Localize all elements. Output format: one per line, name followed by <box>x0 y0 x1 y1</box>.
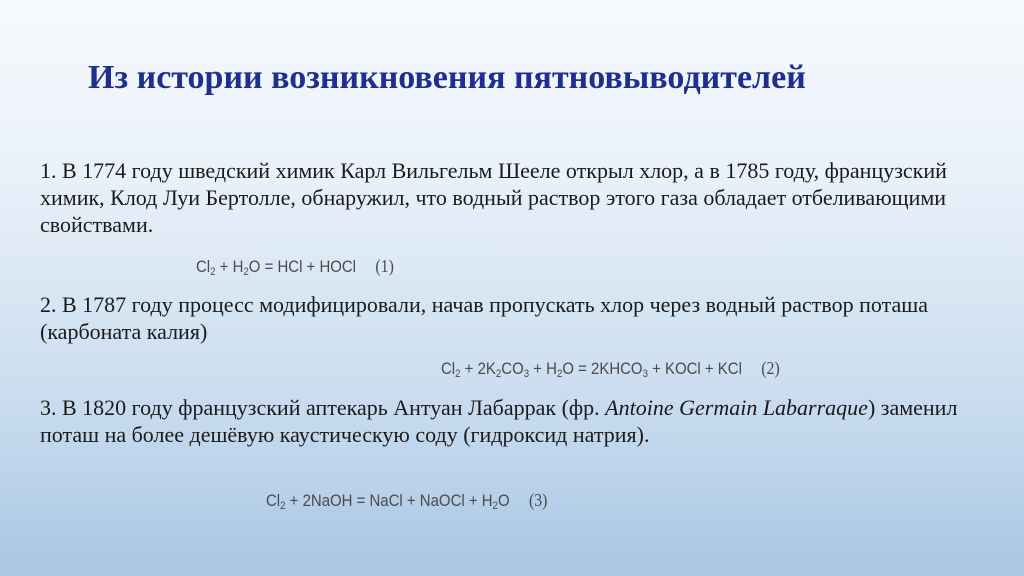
formula-3-h-sub: 2 <box>492 500 498 512</box>
formula-2-part-e: + KOCl + KCl <box>647 359 742 378</box>
formula-2-h-sub: 2 <box>556 368 563 380</box>
formula-2-number: (2) <box>761 358 780 378</box>
formula-3-cl-sub: 2 <box>280 500 286 512</box>
paragraph-3-italic-name: Antoine Germain Labarraque <box>605 395 868 420</box>
slide-title: Из истории возникновения пятновыводителей <box>88 59 806 96</box>
formula-1 <box>196 256 394 277</box>
formula-1-cl-sub: 2 <box>210 266 216 278</box>
formula-2 <box>441 358 780 379</box>
formula-2-k-sub: 2 <box>495 368 502 380</box>
formula-3 <box>266 490 547 511</box>
paragraph-2: 2. В 1787 году процесс модифицировали, начав пропускать хлор через водный раствор поташа (карбоната калия) <box>40 292 928 344</box>
formula-1-rest: O = HCl + HOCl <box>248 257 357 276</box>
formula-2-o3b-sub: 3 <box>642 368 648 380</box>
formula-1-cl: Cl <box>196 257 211 276</box>
formula-3-part-b: O <box>497 491 510 510</box>
formula-3-part-a: + 2NaOH = NaCl + NaOCl + H <box>285 491 493 510</box>
formula-2-part-b: CO <box>501 359 524 378</box>
formula-3-number: (3) <box>528 490 548 510</box>
formula-2-cl: Cl <box>441 359 456 378</box>
paragraph-3 <box>40 394 980 448</box>
formula-2-part-d: O = 2KHCO <box>562 359 643 378</box>
formula-2-part-c: + H <box>529 359 557 378</box>
formula-3-cl: Cl <box>266 491 281 510</box>
formula-2-part-a: + 2K <box>460 359 496 378</box>
formula-1-h-sub: 2 <box>243 266 249 278</box>
formula-2-o3-sub: 3 <box>523 368 530 380</box>
formula-2-cl-sub: 2 <box>455 368 461 380</box>
paragraph-3-pre: 3. В 1820 году французский аптекарь Антуан Лабаррак (фр. <box>40 395 606 420</box>
formula-1-number: (1) <box>375 256 394 276</box>
paragraph-1: 1. В 1774 году шведский химик Карл Вильгельм Шееле открыл хлор, а в 1785 году, французский химик, Клод Луи Бертолле, обнаружил, что водный раствор этого газа обладает отбеливающими свойствами. <box>40 158 947 237</box>
formula-1-mid: + H <box>215 257 244 276</box>
paragraph-3-post: ) заменил поташ на более дешёвую каустическую соду (гидроксид натрия). <box>40 395 958 447</box>
